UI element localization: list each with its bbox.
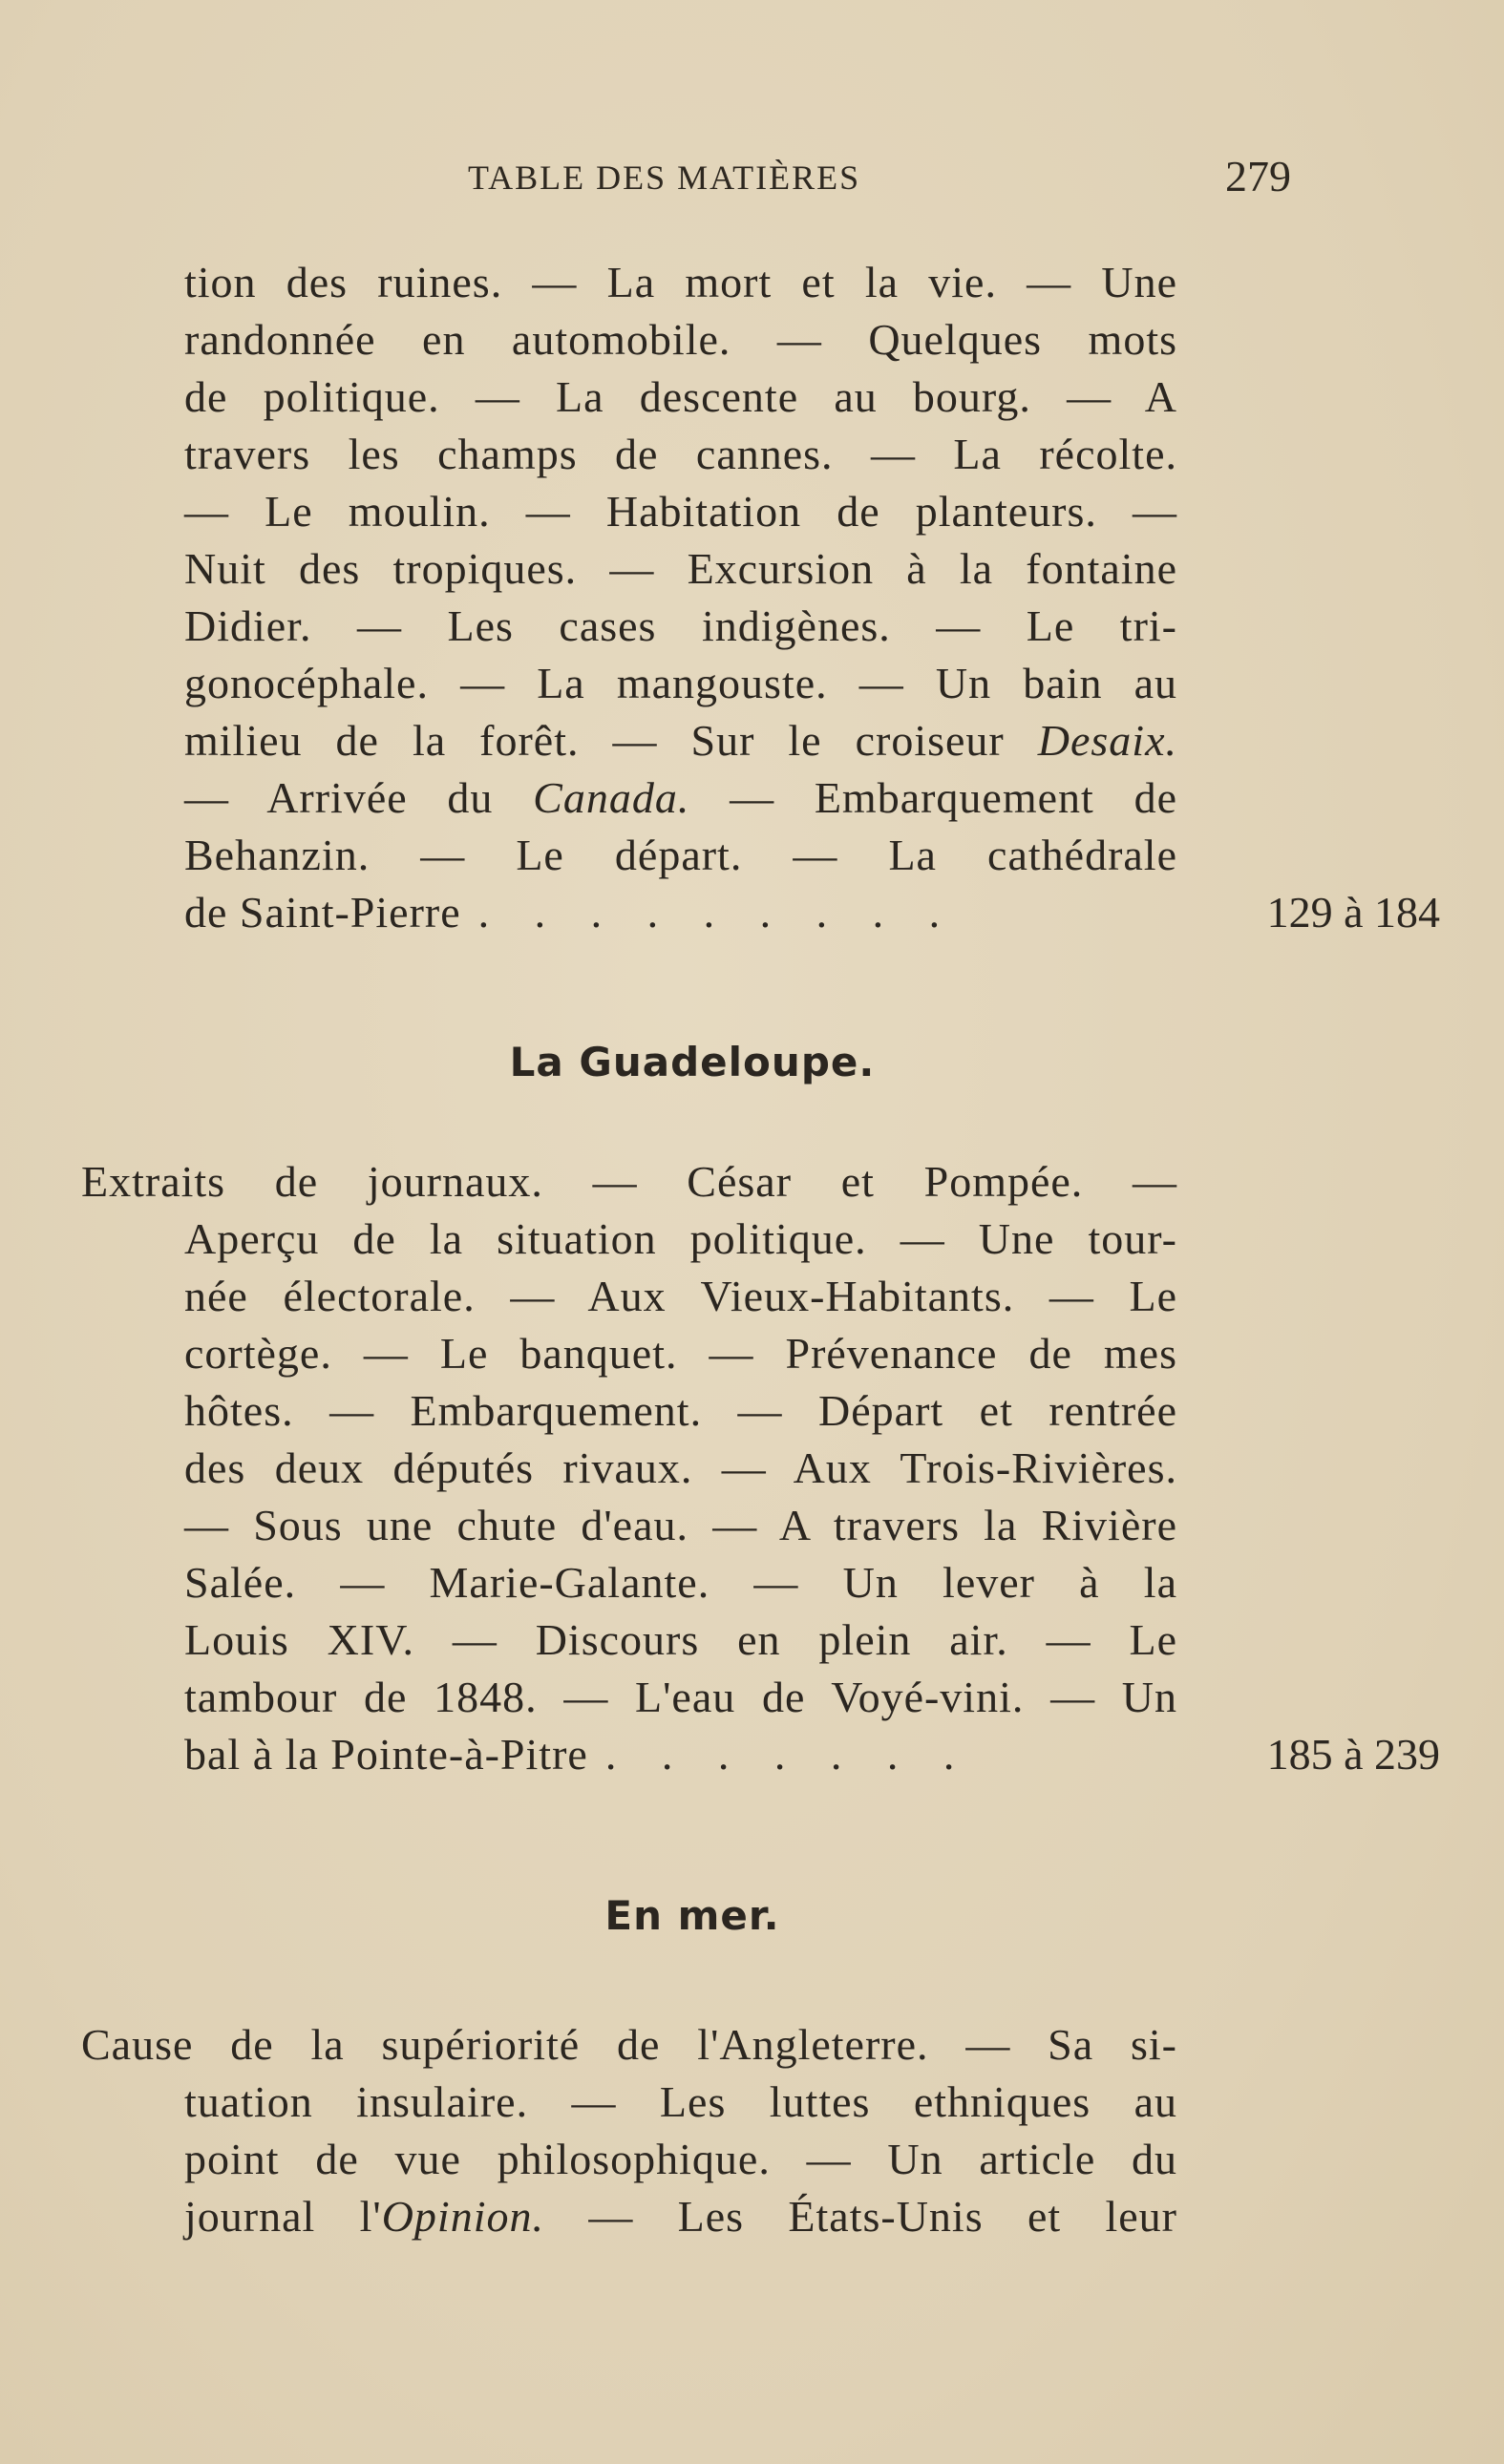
text-line: travers les champs de cannes. — La récolte. — [184, 430, 1177, 478]
newspaper-name: Opinion. — [381, 2192, 544, 2241]
section-title: La Guadeloupe. — [509, 1039, 876, 1085]
entry-last-text: bal à la Pointe-à-Pitre — [184, 1730, 588, 1779]
text-line: tuation insulaire. — Les luttes ethniques au — [184, 2077, 1177, 2126]
text-line: gonocéphale. — La mangouste. — Un bain au — [184, 659, 1177, 707]
page-number: 279 — [1225, 152, 1291, 200]
text-line: née électorale. — Aux Vieux-Habitants. — Le — [184, 1272, 1177, 1320]
text-segment: — Arrivée du — [184, 773, 534, 822]
text-line: — Sous une chute d'eau. — A travers la Rivière — [184, 1501, 1177, 1549]
text-line — [184, 769, 1177, 827]
text-line: Extraits de journaux. — César et Pompée. — — [81, 1157, 1177, 1206]
leader-dots: . . . . . . . — [604, 1730, 972, 1779]
text-line: Aperçu de la situation politique. — Une tour- — [184, 1214, 1177, 1263]
text-line: Nuit des tropiques. — Excursion à la fontaine — [184, 544, 1177, 593]
section-title: En mer. — [604, 1892, 780, 1939]
text-segment: — Les États-Unis et leur — [543, 2192, 1177, 2241]
text-line: Didier. — Les cases indigènes. — Le tri- — [184, 601, 1177, 650]
text-line: Behanzin. — Le départ. — La cathédrale — [184, 831, 1177, 879]
text-line: Cause de la supériorité de l'Angleterre. — Sa si- — [81, 2020, 1177, 2069]
text-line: tion des ruines. — La mort et la vie. — Une — [184, 258, 1177, 306]
text-line — [184, 2188, 1177, 2245]
text-segment: — Embarquement de — [689, 773, 1177, 822]
text-segment: journal l' — [184, 2192, 382, 2241]
page-range: 129 à 184 — [1266, 888, 1440, 937]
text-line: — Le moulin. — Habitation de planteurs. — — [184, 487, 1177, 536]
text-line: point de vue philosophique. — Un article du — [184, 2135, 1177, 2183]
ship-name: Canada. — [533, 773, 690, 822]
text-line: des deux députés rivaux. — Aux Trois-Rivières. — [184, 1443, 1177, 1492]
text-line: hôtes. — Embarquement. — Départ et rentrée — [184, 1386, 1177, 1435]
entry-end-line — [184, 884, 1440, 941]
text-line — [184, 712, 1177, 769]
entry-end-line — [184, 1726, 1440, 1783]
text-line: de politique. — La descente au bourg. — A — [184, 372, 1177, 421]
page-range: 185 à 239 — [1266, 1730, 1440, 1779]
entry-last-text: de Saint-Pierre — [184, 888, 461, 937]
text-line: Louis XIV. — Discours en plein air. — Le — [184, 1615, 1177, 1664]
text-line: tambour de 1848. — L'eau de Voyé-vini. — Un — [184, 1673, 1177, 1721]
ship-name: Desaix. — [1037, 716, 1177, 765]
text-segment: milieu de la forêt. — Sur le croiseur — [184, 716, 1038, 765]
text-line: randonnée en automobile. — Quelques mots — [184, 315, 1177, 364]
running-title: TABLE DES MATIÈRES — [468, 158, 861, 197]
text-line: cortège. — Le banquet. — Prévenance de mes — [184, 1329, 1177, 1378]
text-line: Salée. — Marie-Galante. — Un lever à la — [184, 1558, 1177, 1607]
leader-dots: . . . . . . . . . — [477, 888, 958, 937]
